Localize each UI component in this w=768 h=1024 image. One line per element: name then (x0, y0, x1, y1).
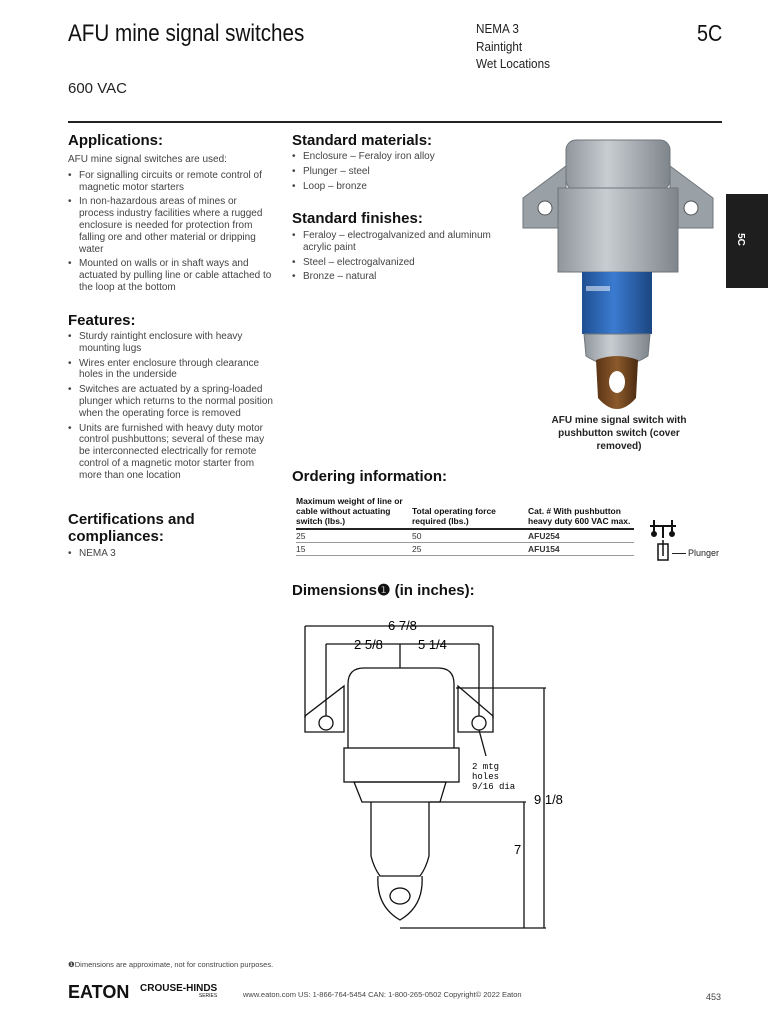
ordering-heading: Ordering information: (292, 468, 447, 485)
header-divider (68, 121, 722, 123)
pushbutton-symbol-icon (646, 516, 686, 566)
page-title: AFU mine signal switches (68, 20, 305, 47)
list-item: • In non-hazardous areas of mines or process industry facilities where a rugged enclosure is needed for protection from falling ore and other material or dripping water (79, 196, 273, 255)
section-number: 5C (697, 20, 723, 46)
list-item: • Loop – bronze (303, 181, 507, 193)
certifications-section (68, 511, 273, 563)
table-cell: 25 (296, 529, 412, 543)
list-item: • Mounted on walls or in shaft ways and actuated by pulling line or cable attached to the loop at the bottom (79, 258, 273, 293)
list-item: • Wires enter enclosure through clearance holes in the underside (79, 358, 273, 382)
voltage-rating: 600 VAC (68, 80, 127, 97)
dim-half-width: 5 1/4 (418, 637, 447, 652)
ordering-section (292, 468, 447, 485)
list-item: • Plunger – steel (303, 166, 507, 178)
section-tab-label: 5C (734, 233, 746, 246)
table-cell: 50 (412, 529, 528, 543)
materials-heading: Standard materials: (292, 132, 433, 149)
holes-note-line: holes (472, 772, 500, 782)
product-photo (518, 136, 718, 414)
list-item: • NEMA 3 (79, 548, 273, 560)
nema-line: Wet Locations (476, 56, 550, 71)
list-item: • Bronze – natural (303, 271, 507, 283)
photo-caption: AFU mine signal switch with pushbutton switch (cover removed) (551, 415, 687, 452)
nema-line: NEMA 3 (476, 21, 519, 36)
applications-section (68, 132, 273, 297)
section-tab[interactable] (726, 194, 768, 288)
nema-ratings (476, 20, 550, 73)
eaton-logo: EATON (68, 982, 130, 1002)
table-row (296, 529, 634, 543)
applications-heading: Applications: (68, 132, 164, 149)
list-item: • Enclosure – Feraloy iron alloy (303, 151, 507, 163)
certifications-list (68, 548, 273, 560)
dim-center: 2 5/8 (354, 637, 383, 652)
list-item: • Sturdy raintight enclosure with heavy mounting lugs (79, 331, 273, 355)
holes-note-line: 2 mtg (472, 762, 500, 772)
dim-overall-width: 6 7/8 (388, 618, 417, 633)
table-cell: 15 (296, 543, 412, 556)
ordering-table (296, 496, 634, 556)
features-list (68, 331, 273, 482)
table-row (296, 543, 634, 556)
list-item: • Steel – electrogalvanized (303, 257, 507, 269)
list-item: • Switches are actuated by a spring-loaded plunger which returns to the normal position when the operating force is removed (79, 384, 273, 419)
catalog-number: AFU154 (528, 543, 634, 556)
features-heading: Features: (68, 312, 136, 329)
list-item: • Units are furnished with heavy duty motor control pushbuttons; several of these may be interconnected electrically for remote control of a magnetic motor starter from more than one location (79, 423, 273, 482)
certifications-heading-line: compliances: (68, 528, 164, 545)
finishes-heading: Standard finishes: (292, 210, 423, 227)
footnote-marker-icon: ❶ (68, 960, 75, 969)
finishes-list (292, 230, 507, 283)
dim-height-body: 7 (514, 842, 522, 857)
holes-note-line: 9/16 dia (472, 782, 516, 792)
certifications-heading-line: Certifications and (68, 511, 195, 528)
applications-intro: AFU mine signal switches are used: (68, 154, 227, 165)
footnote (68, 960, 273, 969)
plunger-label-text: Plunger (688, 548, 720, 558)
dimension-drawing (296, 606, 566, 936)
materials-list (292, 151, 507, 192)
column-header: Total operating force required (lbs.) (412, 496, 528, 529)
brand-name: CROUSE-HINDS (140, 983, 218, 994)
catalog-number: AFU254 (528, 529, 634, 543)
dim-height-total: 9 1/8 (534, 792, 563, 807)
brand-series: SERIES (198, 993, 218, 999)
certifications-heading (68, 511, 273, 545)
materials-section (292, 132, 507, 195)
features-section (68, 312, 273, 485)
list-item: • For signalling circuits or remote control of magnetic motor starters (79, 170, 273, 194)
dimensions-section (292, 581, 475, 599)
footnote-text: Dimensions are approximate, not for construction purposes. (74, 960, 274, 969)
column-header: Maximum weight of line or cable without actuating switch (lbs.) (296, 496, 412, 529)
table-cell: 25 (412, 543, 528, 556)
column-header: Cat. # With pushbutton heavy duty 600 VAC max. (528, 496, 634, 529)
plunger-label (672, 548, 719, 558)
applications-list (68, 170, 273, 294)
crouse-hinds-logo (140, 983, 217, 999)
list-item: • Feraloy – electrogalvanized and aluminum acrylic paint (303, 230, 507, 254)
dimensions-heading: Dimensions❶ (in inches): (292, 582, 475, 599)
page-number: 453 (706, 992, 722, 1002)
footer-contacts: www.eaton.com US: 1-866-764-5454 CAN: 1-800-265-0502 Copyright© 2022 Eaton (243, 990, 522, 999)
nema-line: Raintight (476, 38, 523, 54)
finishes-section (292, 210, 507, 286)
